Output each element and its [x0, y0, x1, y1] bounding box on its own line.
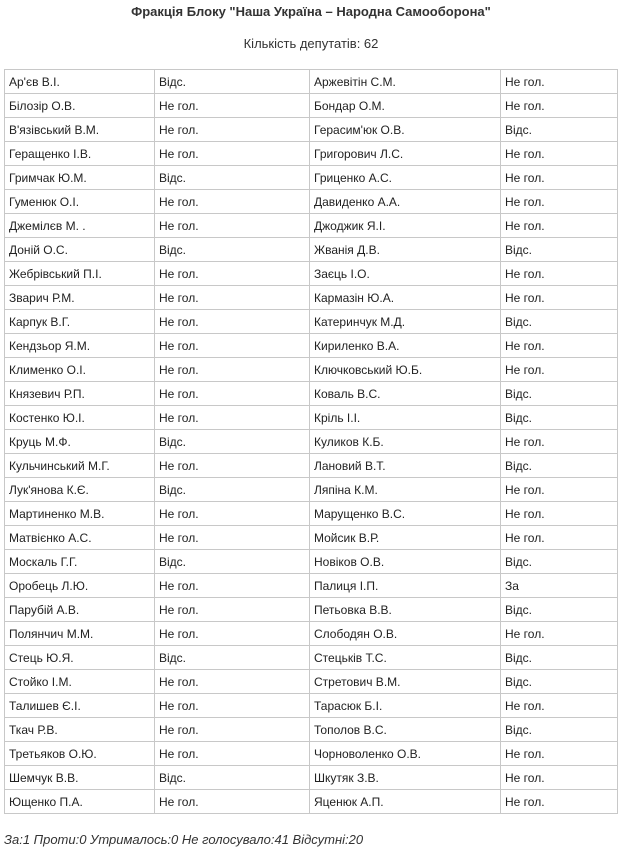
deputy-name-cell: Катеринчук М.Д.: [310, 310, 501, 334]
deputy-name-cell: Григорович Л.С.: [310, 142, 501, 166]
deputy-name-cell: Полянчич М.М.: [5, 622, 155, 646]
deputy-name-cell: Гримчак Ю.М.: [5, 166, 155, 190]
vote-result-cell: Не гол.: [155, 358, 310, 382]
table-row: [5, 190, 618, 214]
vote-result-cell: Відс.: [501, 382, 618, 406]
vote-result-cell: Відс.: [501, 670, 618, 694]
vote-result-cell: Не гол.: [501, 790, 618, 814]
vote-result-cell: Не гол.: [155, 286, 310, 310]
vote-result-cell: Не гол.: [155, 670, 310, 694]
vote-result-cell: Не гол.: [155, 502, 310, 526]
table-row: [5, 646, 618, 670]
table-row: [5, 262, 618, 286]
deputy-name-cell: Жебрівський П.І.: [5, 262, 155, 286]
vote-result-cell: Не гол.: [155, 334, 310, 358]
vote-result-cell: Не гол.: [501, 430, 618, 454]
vote-result-cell: Не гол.: [501, 478, 618, 502]
deputy-name-cell: Зварич Р.М.: [5, 286, 155, 310]
vote-result-cell: Відс.: [155, 238, 310, 262]
deputy-name-cell: Костенко Ю.І.: [5, 406, 155, 430]
vote-result-cell: Відс.: [501, 550, 618, 574]
table-row: [5, 142, 618, 166]
deputy-name-cell: Ляпіна К.М.: [310, 478, 501, 502]
deputy-name-cell: Москаль Г.Г.: [5, 550, 155, 574]
deputy-name-cell: Матвієнко А.С.: [5, 526, 155, 550]
deputy-name-cell: Ключковський Ю.Б.: [310, 358, 501, 382]
deputy-name-cell: Яценюк А.П.: [310, 790, 501, 814]
deputy-name-cell: Кириленко В.А.: [310, 334, 501, 358]
vote-result-cell: Відс.: [501, 238, 618, 262]
deputy-name-cell: Талишев Є.І.: [5, 694, 155, 718]
vote-result-cell: Відс.: [155, 166, 310, 190]
deputy-name-cell: Круць М.Ф.: [5, 430, 155, 454]
table-row: [5, 742, 618, 766]
table-row: [5, 574, 618, 598]
vote-result-cell: Відс.: [501, 598, 618, 622]
deputy-name-cell: Куликов К.Б.: [310, 430, 501, 454]
vote-result-cell: Відс.: [155, 646, 310, 670]
table-row: [5, 694, 618, 718]
table-row: [5, 310, 618, 334]
vote-result-cell: Не гол.: [155, 262, 310, 286]
table-row: [5, 622, 618, 646]
deputy-name-cell: В'язівський В.М.: [5, 118, 155, 142]
table-row: [5, 358, 618, 382]
deputy-name-cell: Гриценко А.С.: [310, 166, 501, 190]
vote-result-cell: Відс.: [501, 118, 618, 142]
deputy-name-cell: Білозір О.В.: [5, 94, 155, 118]
table-row: [5, 118, 618, 142]
deputy-count: Кількість депутатів: 62: [243, 36, 379, 51]
vote-table-body: [5, 70, 618, 814]
vote-result-cell: Не гол.: [501, 190, 618, 214]
vote-result-cell: Не гол.: [155, 526, 310, 550]
vote-result-cell: Не гол.: [155, 598, 310, 622]
vote-result-cell: Не гол.: [155, 94, 310, 118]
table-row: [5, 214, 618, 238]
vote-result-cell: Не гол.: [501, 766, 618, 790]
vote-result-cell: Не гол.: [501, 526, 618, 550]
deputy-name-cell: Жванія Д.В.: [310, 238, 501, 262]
vote-result-cell: Не гол.: [501, 70, 618, 94]
table-row: [5, 166, 618, 190]
vote-summary: За:1 Проти:0 Утрималось:0 Не голосувало:41 Відсутні:20: [4, 832, 364, 847]
vote-result-cell: Відс.: [501, 454, 618, 478]
vote-result-cell: Не гол.: [155, 214, 310, 238]
table-row: [5, 382, 618, 406]
vote-result-cell: Не гол.: [501, 334, 618, 358]
deputy-name-cell: Кульчинський М.Г.: [5, 454, 155, 478]
deputy-name-cell: Гуменюк О.І.: [5, 190, 155, 214]
deputy-name-cell: Доній О.С.: [5, 238, 155, 262]
vote-result-cell: Не гол.: [501, 166, 618, 190]
deputy-name-cell: Оробець Л.Ю.: [5, 574, 155, 598]
vote-result-cell: Не гол.: [155, 142, 310, 166]
vote-result-cell: Не гол.: [155, 454, 310, 478]
deputy-name-cell: Стретович В.М.: [310, 670, 501, 694]
deputy-name-cell: Бондар О.М.: [310, 94, 501, 118]
table-row: [5, 526, 618, 550]
deputy-name-cell: Заєць І.О.: [310, 262, 501, 286]
table-row: [5, 766, 618, 790]
deputy-name-cell: Парубій А.В.: [5, 598, 155, 622]
deputy-name-cell: Чорноволенко О.В.: [310, 742, 501, 766]
deputy-name-cell: Мойсик В.Р.: [310, 526, 501, 550]
deputy-name-cell: Стець Ю.Я.: [5, 646, 155, 670]
deputy-name-cell: Тарасюк Б.І.: [310, 694, 501, 718]
deputy-name-cell: Клименко О.І.: [5, 358, 155, 382]
vote-result-cell: Не гол.: [155, 310, 310, 334]
vote-result-cell: Не гол.: [155, 118, 310, 142]
vote-result-cell: Не гол.: [155, 382, 310, 406]
vote-result-cell: Не гол.: [501, 214, 618, 238]
table-row: [5, 718, 618, 742]
deputy-name-cell: Петьовка В.В.: [310, 598, 501, 622]
vote-result-cell: Відс.: [155, 478, 310, 502]
vote-result-cell: Не гол.: [155, 190, 310, 214]
deputy-name-cell: Аржевітін С.М.: [310, 70, 501, 94]
deputy-name-cell: Стецьків Т.С.: [310, 646, 501, 670]
vote-result-cell: Не гол.: [501, 622, 618, 646]
vote-result-cell: За: [501, 574, 618, 598]
deputy-name-cell: Карпук В.Г.: [5, 310, 155, 334]
deputy-name-cell: Геращенко І.В.: [5, 142, 155, 166]
vote-result-cell: Відс.: [155, 70, 310, 94]
vote-result-cell: Не гол.: [155, 742, 310, 766]
vote-result-cell: Не гол.: [155, 406, 310, 430]
table-row: [5, 70, 618, 94]
vote-result-cell: Не гол.: [501, 742, 618, 766]
vote-result-cell: Відс.: [155, 550, 310, 574]
vote-result-cell: Не гол.: [501, 286, 618, 310]
vote-result-cell: Відс.: [501, 646, 618, 670]
deputy-name-cell: Лановий В.Т.: [310, 454, 501, 478]
deputy-name-cell: Третьяков О.Ю.: [5, 742, 155, 766]
vote-result-cell: Відс.: [501, 718, 618, 742]
table-row: [5, 790, 618, 814]
vote-result-cell: Не гол.: [501, 502, 618, 526]
vote-result-cell: Не гол.: [155, 790, 310, 814]
vote-result-cell: Відс.: [501, 406, 618, 430]
deputy-name-cell: Давиденко А.А.: [310, 190, 501, 214]
vote-table: [4, 69, 618, 814]
deputy-name-cell: Ар'єв В.І.: [5, 70, 155, 94]
faction-title: Фракція Блоку "Наша Україна – Народна Самооборона": [131, 4, 491, 19]
table-row: [5, 238, 618, 262]
vote-result-cell: Не гол.: [501, 142, 618, 166]
vote-result-cell: Відс.: [155, 430, 310, 454]
table-row: [5, 94, 618, 118]
vote-result-cell: Відс.: [155, 766, 310, 790]
vote-result-cell: Не гол.: [501, 262, 618, 286]
deputy-name-cell: Джоджик Я.І.: [310, 214, 501, 238]
vote-result-cell: Не гол.: [501, 694, 618, 718]
vote-result-cell: Не гол.: [155, 694, 310, 718]
deputy-name-cell: Кармазін Ю.А.: [310, 286, 501, 310]
vote-result-cell: Не гол.: [155, 718, 310, 742]
table-row: [5, 598, 618, 622]
deputy-name-cell: Князевич Р.П.: [5, 382, 155, 406]
table-row: [5, 502, 618, 526]
table-row: [5, 478, 618, 502]
deputy-name-cell: Шкутяк З.В.: [310, 766, 501, 790]
deputy-name-cell: Кріль І.І.: [310, 406, 501, 430]
deputy-name-cell: Коваль В.С.: [310, 382, 501, 406]
table-row: [5, 406, 618, 430]
deputy-name-cell: Стойко І.М.: [5, 670, 155, 694]
table-row: [5, 550, 618, 574]
table-row: [5, 430, 618, 454]
vote-result-cell: Не гол.: [501, 358, 618, 382]
deputy-name-cell: Ткач Р.В.: [5, 718, 155, 742]
deputy-name-cell: Шемчук В.В.: [5, 766, 155, 790]
table-row: [5, 670, 618, 694]
deputy-name-cell: Кендзьор Я.М.: [5, 334, 155, 358]
vote-result-cell: Не гол.: [155, 622, 310, 646]
deputy-name-cell: Палиця І.П.: [310, 574, 501, 598]
deputy-name-cell: Тополов В.С.: [310, 718, 501, 742]
vote-result-cell: Не гол.: [155, 574, 310, 598]
deputy-name-cell: Слободян О.В.: [310, 622, 501, 646]
deputy-name-cell: Ющенко П.А.: [5, 790, 155, 814]
deputy-name-cell: Мартиненко М.В.: [5, 502, 155, 526]
table-row: [5, 454, 618, 478]
table-row: [5, 334, 618, 358]
table-row: [5, 286, 618, 310]
deputy-name-cell: Джемілєв М. .: [5, 214, 155, 238]
vote-result-cell: Не гол.: [501, 94, 618, 118]
deputy-name-cell: Лук'янова К.Є.: [5, 478, 155, 502]
deputy-name-cell: Новіков О.В.: [310, 550, 501, 574]
deputy-name-cell: Герасим'юк О.В.: [310, 118, 501, 142]
vote-result-cell: Відс.: [501, 310, 618, 334]
deputy-name-cell: Марущенко В.С.: [310, 502, 501, 526]
